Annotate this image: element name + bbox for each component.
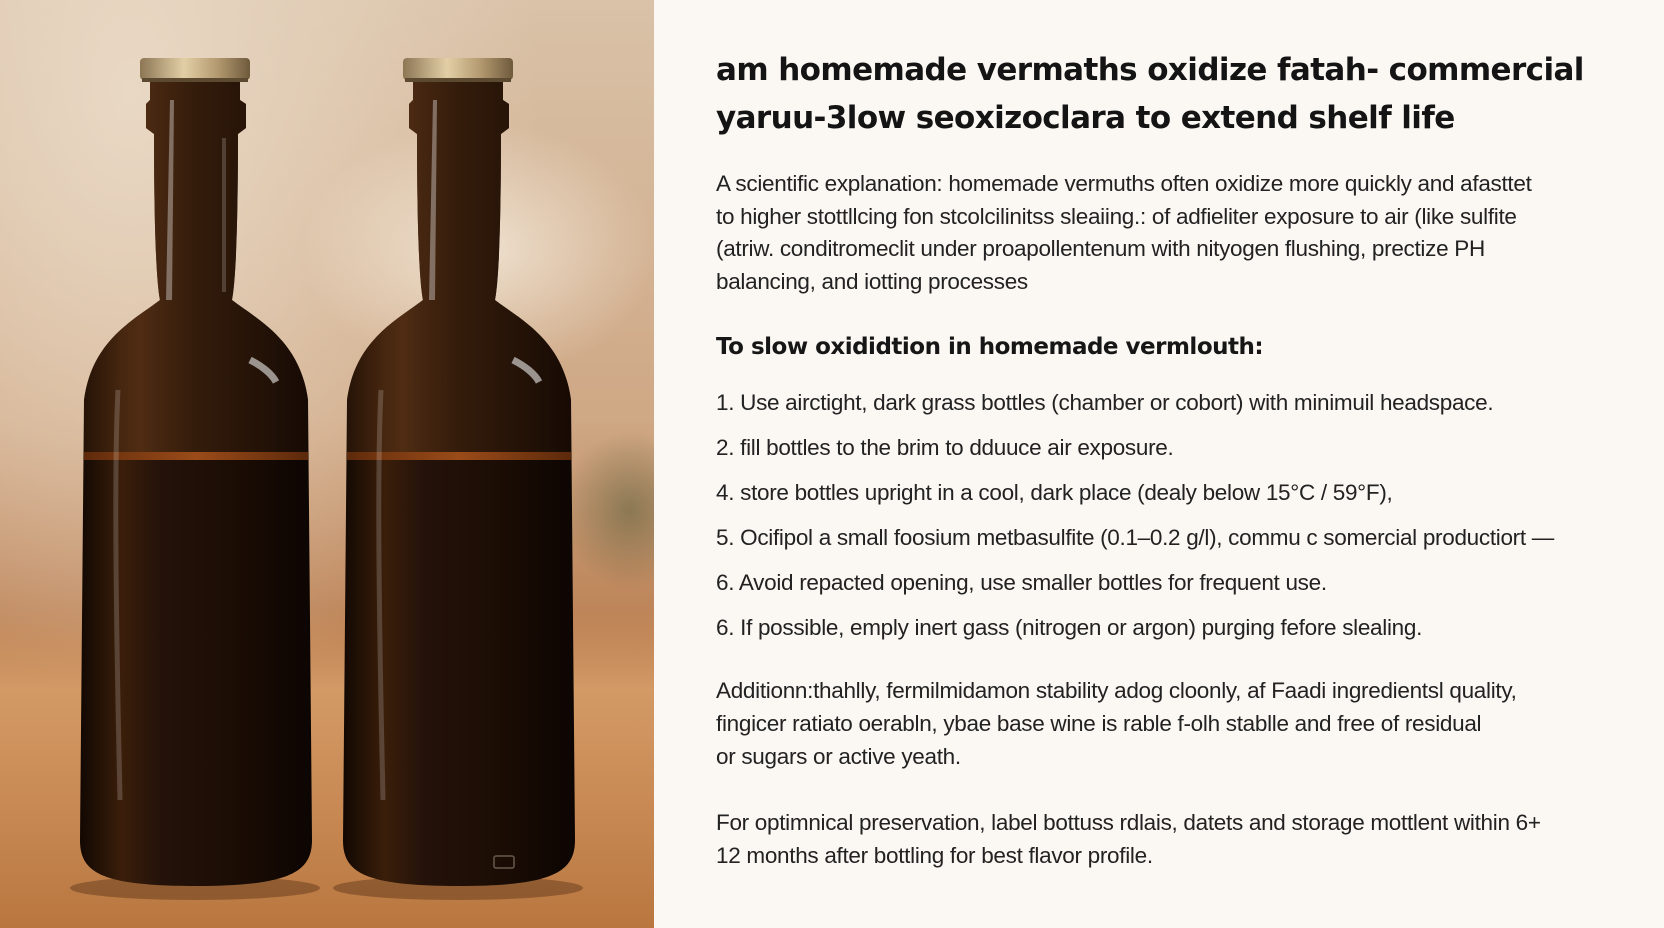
list-item: 1. Use airctight, dark grass bottles (chamber or cobort) with minimuil headspace. xyxy=(716,390,1494,415)
article-panel xyxy=(654,0,1664,928)
right-bottle xyxy=(333,58,583,900)
intro-line-2: to higher stottllcing fon stcolcilinitss sleaiing.: of adfieliter exposure to air (like sulfite xyxy=(716,203,1517,229)
list-item: 6. Avoid repacted opening, use smaller bottles for frequent use. xyxy=(716,570,1327,595)
left-bottle xyxy=(70,58,320,900)
closing-line-1: For optimnical preservation, label bottuss rdlais, datets and storage mottlent within 6+ xyxy=(716,810,1541,835)
additional-line-3: or sugars or active yeath. xyxy=(716,744,961,769)
intro-line-4: balancing, and iotting processes xyxy=(716,268,1028,294)
steps-subheading: To slow oxididtion in homemade vermlouth: xyxy=(716,334,1264,360)
intro-line-1: A scientific explanation: homemade vermuths often oxidize more quickly and afasttet xyxy=(716,171,1532,196)
vermouth-bottles-photo xyxy=(0,0,654,928)
intro-paragraph xyxy=(716,168,1596,298)
list-item: 5. Ocifipol a small foosium metbasulfite (0.1–0.2 g/l), commu c somercial productiort — xyxy=(716,525,1554,550)
additional-line-1: Additionn:thahlly, fermilmidamon stability adog cloonly, af Faadi ingredientsl quality, xyxy=(716,678,1517,703)
article-headline xyxy=(716,46,1596,142)
headline-line-1: am homemade vermaths oxidize fatah- commercial xyxy=(716,52,1584,88)
list-item: 4. store bottles upright in a cool, dark place (dealy below 15°C / 59°F), xyxy=(716,480,1393,505)
closing-line-2: 12 months after bottling for best flavor profile. xyxy=(716,843,1153,868)
list-item: 2. fill bottles to the brim to dduuce air exposure. xyxy=(716,435,1174,460)
list-item: 6. If possible, emply inert gass (nitrogen or argon) purging fefore slealing. xyxy=(716,615,1423,640)
additional-line-2: fingicer ratiato oerabln, ybae base wine is rable f-olh stablle and free of residual xyxy=(716,711,1482,736)
headline-line-2: yaruu-3low seoxizoclara to extend shelf life xyxy=(716,100,1455,136)
additional-paragraph xyxy=(716,674,1616,773)
bottles-illustration xyxy=(0,0,654,928)
intro-line-3: (atriw. conditromeclit under proapollentenum with nityogen flushing, prectize PH xyxy=(716,236,1485,261)
oxidation-steps-list xyxy=(716,380,1616,650)
closing-paragraph xyxy=(716,806,1616,872)
